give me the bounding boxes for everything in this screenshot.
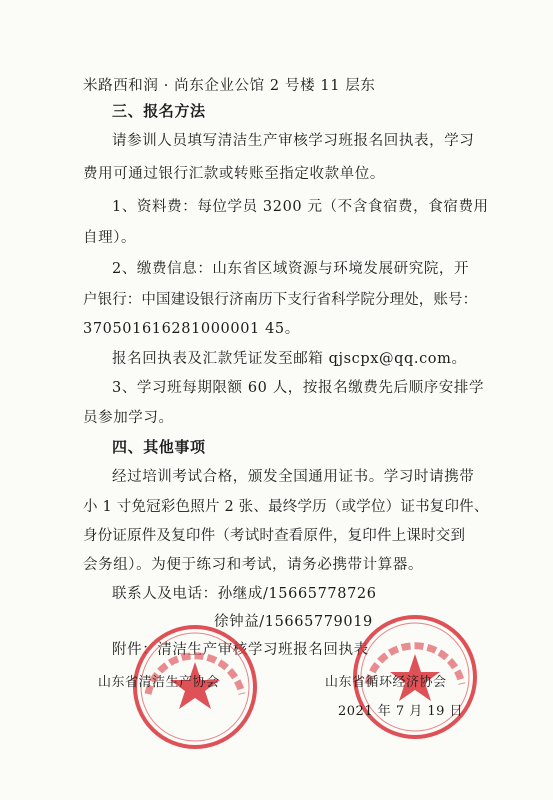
section4-p1-1: 经过培训考试合格，颁发全国通用证书。学习时请携带 [112,469,475,485]
section3-item3-1: 3、学习班每期限额 60 人，按报名缴费先后顺序安排学 [112,380,485,396]
contact-line-1: 联系人及电话：孙继成/15665778726 [112,586,377,602]
section4-p1-3: 身份证原件及复印件（考试时查看原件，复印件上课时交到 [83,528,466,544]
section4-p1-2: 小 1 寸免冠彩色照片 2 张、最终学历（或学位）证书复印件、 [83,499,489,515]
section4-p1-4: 会务组）。为便于练习和考试，请务必携带计算器。 [83,557,424,573]
section3-heading: 三、报名方法 [112,102,206,120]
section3-item3-2: 员参加学习。 [83,410,174,426]
attachment-line: 附件：清洁生产审核学习班报名回执表 [112,642,369,658]
signature-date: 2021 年 7 月 19 日 [338,704,464,719]
section3-item1-2: 自理）。 [83,230,137,246]
org-left: 山东省清洁生产协会 [98,675,220,690]
section3-item2-1: 2、缴费信息：山东省区域资源与环境发展研究院，开 [112,261,470,277]
org-right: 山东省循环经济协会 [325,675,447,690]
section3-intro-2: 费用可通过银行汇款或转账至指定收款单位。 [83,166,385,182]
section4-heading: 四、其他事项 [112,438,206,456]
section3-email: 报名回执表及汇款凭证发至邮箱 qjscpx@qq.com。 [112,351,467,367]
contact-line-2: 徐钟益/15665779019 [214,614,373,630]
section3-item2-2: 户银行：中国建设银行济南历下支行省科学院分理处，账号： [83,292,478,308]
section3-intro-1: 请参训人员填写清洁生产审核学习班报名回执表，学习 [112,133,475,149]
section3-account: 370501616281000001 45。 [83,321,300,337]
address-tail: 米路西和润 · 尚东企业公馆 2 号楼 11 层东 [83,78,376,94]
section3-item1-1: 1、资料费：每位学员 3200 元（不含食宿费，食宿费用 [112,199,489,215]
